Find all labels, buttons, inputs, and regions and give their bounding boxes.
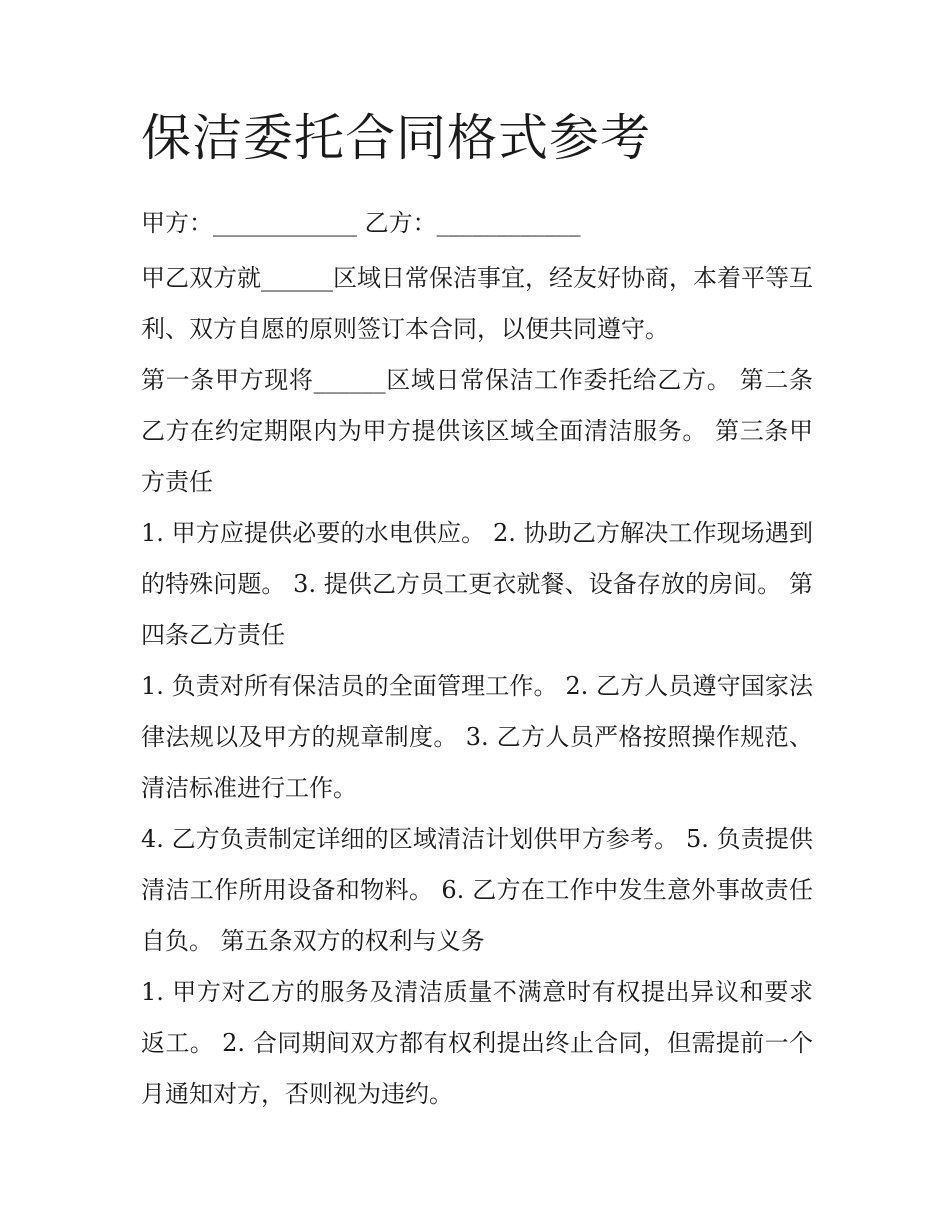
parties-line: 甲方：____________ 乙方：____________ (141, 209, 581, 237)
document-title: 保洁委托合同格式参考 (141, 109, 651, 167)
preamble-paragraph: 甲乙双方就______区域日常保洁事宜，经友好协商，本着平等互利、双方自愿的原则签订本合同，以便共同遵守。 (141, 264, 813, 343)
party-a-duties-paragraph: 1. 甲方应提供必要的水电供应。 2. 协助乙方解决工作现场遇到的特殊问题。 3. 提供乙方员工更衣就餐、设备存放的房间。 第四条乙方责任 (141, 519, 813, 649)
party-b-duties-paragraph: 1. 负责对所有保洁员的全面管理工作。 2. 乙方人员遵守国家法律法规以及甲方的规章制度。 3. 乙方人员严格按照操作规范、清洁标准进行工作。 (141, 672, 813, 802)
rights-obligations-paragraph: 1. 甲方对乙方的服务及清洁质量不满意时有权提出异议和要求返工。 2. 合同期间双方都有权利提出终止合同，但需提前一个月通知对方，否则视为违约。 (141, 978, 813, 1108)
articles-1-3-paragraph: 第一条甲方现将______区域日常保洁工作委托给乙方。 第二条乙方在约定期限内为甲方提供该区域全面清洁服务。 第三条甲方责任 (141, 366, 813, 496)
party-b-duties-continued-paragraph: 4. 乙方负责制定详细的区域清洁计划供甲方参考。 5. 负责提供清洁工作所用设备和物料。 6. 乙方在工作中发生意外事故责任自负。 第五条双方的权利与义务 (141, 825, 813, 955)
document-page (141, 108, 813, 1120)
